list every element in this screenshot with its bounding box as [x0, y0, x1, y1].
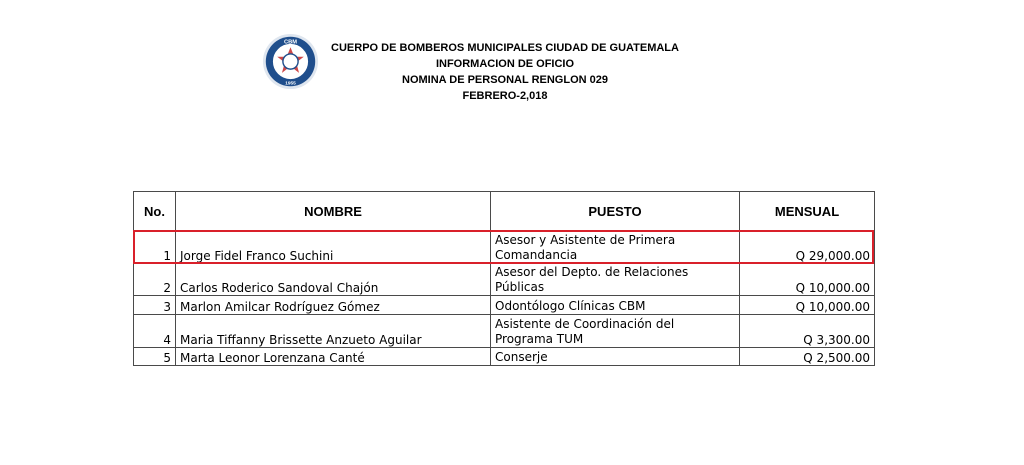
- cell-no: 4: [134, 315, 176, 348]
- cell-puesto: Asistente de Coordinación del Programa TUM: [491, 315, 740, 348]
- cell-mensual: Q 10,000.00: [740, 296, 875, 315]
- cell-puesto: Conserje: [491, 348, 740, 366]
- header-line-nomina: NOMINA DE PERSONAL RENGLON 029: [402, 74, 608, 86]
- table-row: [134, 231, 875, 264]
- column-header-mensual: MENSUAL: [740, 192, 875, 231]
- cell-nombre: Jorge Fidel Franco Suchini: [176, 231, 491, 264]
- cell-mensual: Q 29,000.00: [740, 231, 875, 264]
- table-row: [134, 348, 875, 366]
- column-header-puesto: PUESTO: [491, 192, 740, 231]
- table-row: [134, 296, 875, 315]
- cell-nombre: Carlos Roderico Sandoval Chajón: [176, 264, 491, 296]
- cell-puesto: Asesor del Depto. de Relaciones Públicas: [491, 264, 740, 296]
- table-row: [134, 315, 875, 348]
- cell-no: 2: [134, 264, 176, 296]
- header-line-date: FEBRERO-2,018: [462, 90, 548, 102]
- cell-nombre: Marlon Amilcar Rodríguez Gómez: [176, 296, 491, 315]
- header-line-institution: CUERPO DE BOMBEROS MUNICIPALES CIUDAD DE GUATEMALA: [331, 42, 679, 54]
- logo-text-bottom: 1955: [285, 81, 296, 87]
- column-header-no: No.: [134, 192, 176, 231]
- cell-mensual: Q 3,300.00: [740, 315, 875, 348]
- cell-puesto: Asesor y Asistente de Primera Comandancia: [491, 231, 740, 264]
- column-header-nombre: NOMBRE: [176, 192, 491, 231]
- cell-nombre: Marta Leonor Lorenzana Canté: [176, 348, 491, 366]
- cell-no: 1: [134, 231, 176, 264]
- header-line-info: INFORMACION DE OFICIO: [435, 58, 575, 70]
- cell-mensual: Q 10,000.00: [740, 264, 875, 296]
- cbm-logo: [262, 33, 319, 90]
- table-row: [134, 264, 875, 296]
- logo-text-top: CBM: [284, 39, 297, 46]
- cell-nombre: Maria Tiffanny Brissette Anzueto Aguilar: [176, 315, 491, 348]
- cell-mensual: Q 2,500.00: [740, 348, 875, 366]
- cell-puesto: Odontólogo Clínicas CBM: [491, 296, 740, 315]
- cell-no: 5: [134, 348, 176, 366]
- document-header: [330, 40, 680, 104]
- cell-no: 3: [134, 296, 176, 315]
- nomina-table: [133, 191, 875, 366]
- table-header-row: [134, 192, 875, 231]
